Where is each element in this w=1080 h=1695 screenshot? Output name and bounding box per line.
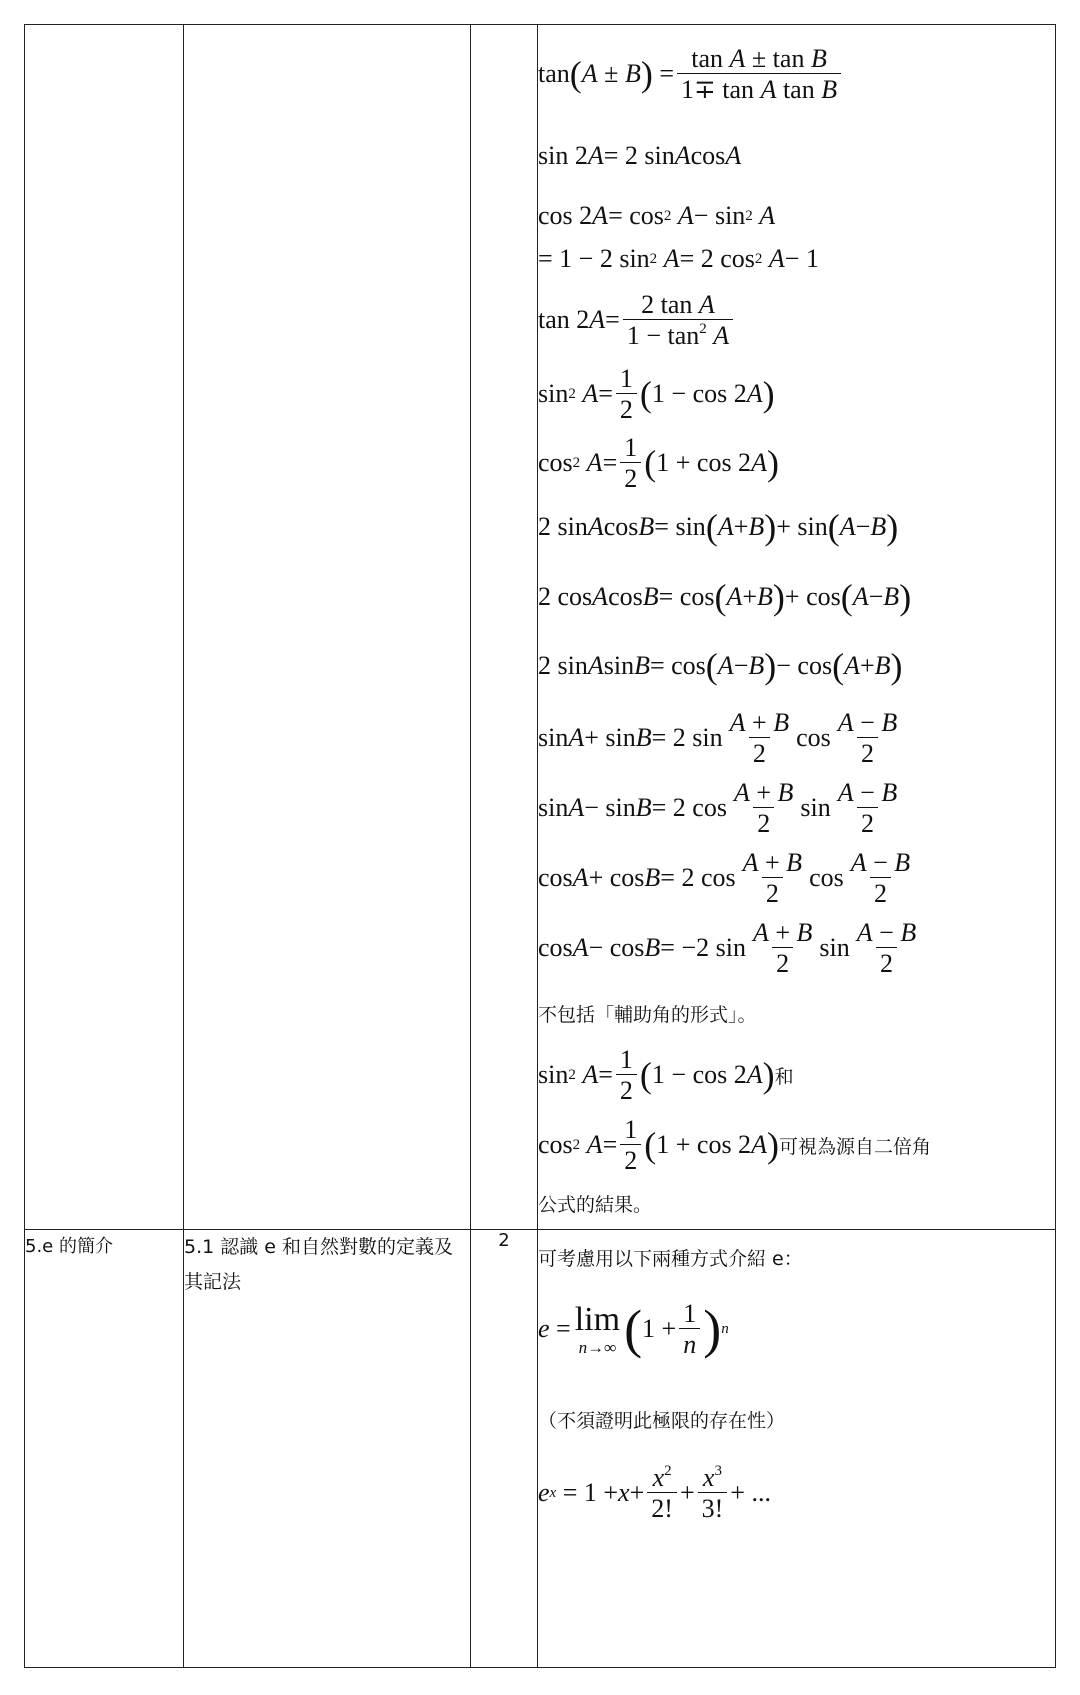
and-text: 和 [774, 1065, 794, 1088]
objective-cell-empty [184, 25, 471, 1230]
formula-cell [538, 25, 1056, 1230]
formula-e-series: e x = 1 + x + $\frac{x^2}{2!}$ + $\frac{x^3}{3!}$ + ... [538, 1463, 771, 1524]
topic-cell [25, 1230, 184, 1668]
formula-sin-sum: sin A + sin B = 2 sin $\frac{A + B}{2}$ cos $\frac{A - B}{2}$ [538, 708, 898, 769]
derive-text-cont: 公式的結果。 [538, 1194, 653, 1216]
topic-text: 5.e 的簡介 [25, 1236, 113, 1257]
objective-cell [184, 1230, 471, 1668]
formula-tan-sum: tan ( A ± B ) = $\frac{\text{tan A ± tan B}}{\text{1∓ tan A tan B}}$ [538, 45, 844, 104]
note-auxiliary-angle: 不包括「輔助角的形式」。 [538, 1004, 757, 1026]
e-formula-cell [538, 1230, 1056, 1668]
periods-text: 2 [498, 1230, 510, 1251]
formula-cos-diff: cos A − cos B = −2 sin $\frac{A + B}{2}$ sin $\frac{A - B}{2}$ [538, 918, 917, 979]
formula-sin-cos-product: 2 sin A cos B = sin ( A + B ) + sin ( A − B ) [538, 507, 899, 547]
formula-cos-double: cos 2 A = cos 2 A − sin 2 A [538, 201, 776, 230]
formula-cos-cos-product: 2 cos A cos B = cos ( A + B ) + cos ( A − B ) [538, 577, 912, 617]
intro-text: 可考慮用以下兩種方式介紹 e： [538, 1248, 803, 1270]
formula-sin-double: sin 2 A = 2 sin A cos A [538, 141, 742, 170]
table-row [25, 1230, 1056, 1668]
formula-sin-square-note: sin 2 A = $\frac{1}{2}$ ( 1 − cos 2 A ) 和 [538, 1045, 794, 1106]
formula-sin-sin-product: 2 sin A sin B = cos ( A − B ) − cos ( A + B ) [538, 646, 903, 686]
formula-cos-sum: cos A + cos B = 2 cos $\frac{A + B}{2}$ cos $\frac{A - B}{2}$ [538, 848, 911, 909]
curriculum-table [24, 24, 1056, 1668]
limit-note: （不須證明此極限的存在性） [538, 1410, 786, 1432]
formula-cos-square: cos 2 A = $\frac{1}{2}$ ( 1 + cos 2 A ) [538, 433, 779, 494]
objective-text: 5.1 認識 e 和自然對數的定義及其記法 [184, 1236, 454, 1294]
topic-cell-empty [25, 25, 184, 1230]
derive-text: 可視為源自二倍角 [778, 1135, 931, 1158]
formula-sin-square: sin 2 A = $\frac{1}{2}$ ( 1 − cos 2 A ) [538, 364, 775, 425]
formula-cos-double-alt: = 1 − 2 sin 2 A = 2 cos 2 A − 1 [538, 244, 819, 273]
periods-cell-empty [471, 25, 538, 1230]
table-row [25, 25, 1056, 1230]
formula-tan-double: tan 2 A = $\frac{\text{2 tan A}}{1 - \tan^2 A}$ [538, 291, 736, 350]
formula-sin-diff: sin A − sin B = 2 cos $\frac{A + B}{2}$ sin $\frac{A - B}{2}$ [538, 778, 898, 839]
formula-e-limit: e = lim n→∞ ( 1 + $\frac{1}{n}$ ) n [538, 1299, 729, 1360]
periods-cell [471, 1230, 538, 1668]
formula-cos-square-note: cos 2 A = $\frac{1}{2}$ ( 1 + cos 2 A ) 可視為源自二倍角 [538, 1115, 931, 1176]
